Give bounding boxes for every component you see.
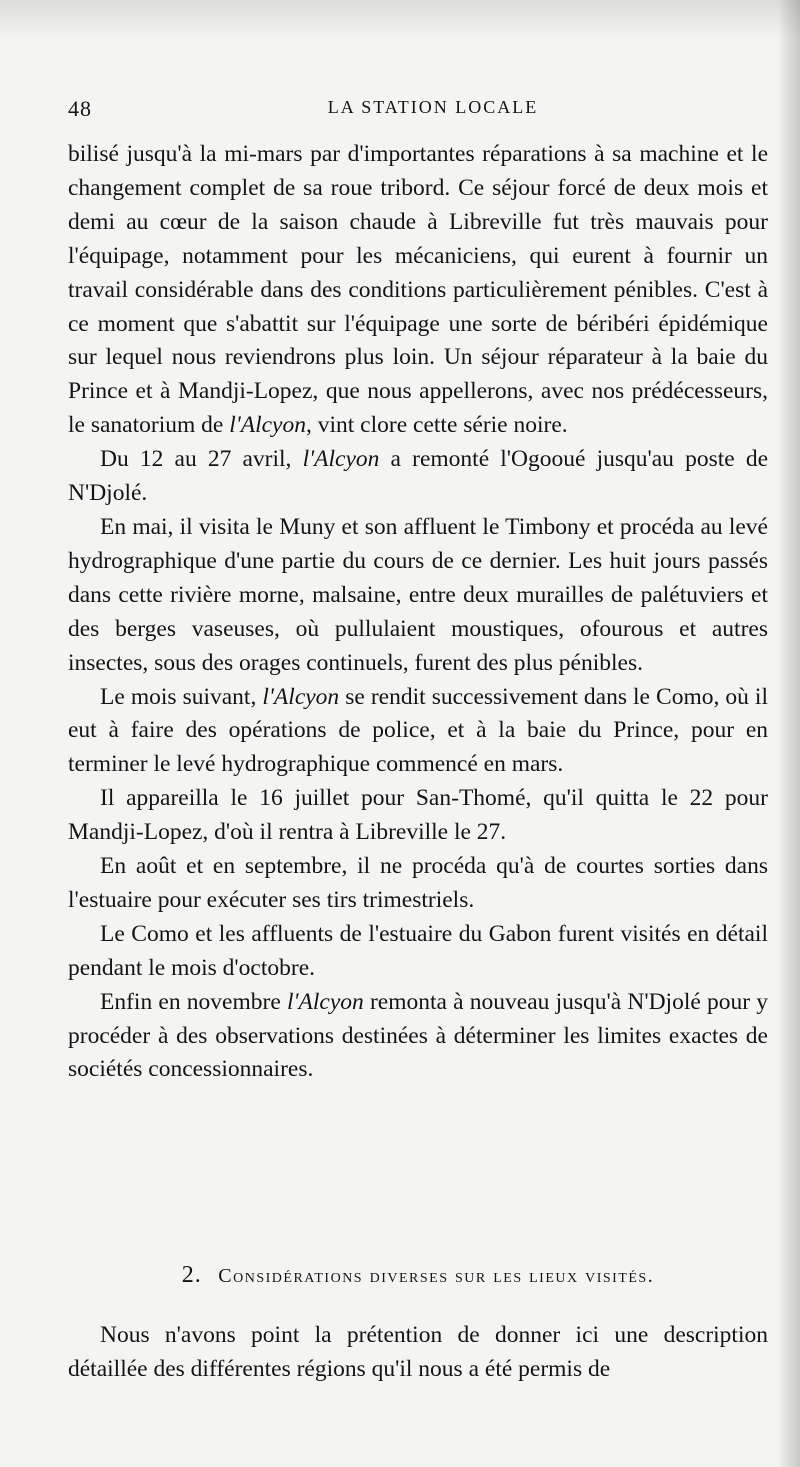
page-binding-shadow — [778, 0, 800, 1467]
running-title: LA STATION LOCALE — [327, 97, 539, 117]
text-run: En mai, il visita le Muny et son affluent le Timbony et procéda au levé hydrographique d'une partie du cours de ce dernier. Les huit jours passés dans cette rivière morne, malsaine, entre deux murailles de palétuviers et des berges vaseuses, où pullulaient moustiques, ofourous et autres insectes, sous des orages continuels, furent des plus pénibles. — [68, 513, 768, 676]
text-run: remonta à nouveau jusqu'à N'Djolé pour y procéder à des observations destinées à déterminer les limites exactes de sociétés concessionnaires. — [68, 988, 768, 1083]
ship-name-italic: l'Alcyon — [229, 412, 306, 439]
paragraph — [68, 443, 768, 511]
section-title: Considérations diverses sur les lieux visités. — [218, 1265, 655, 1287]
section-number: 2. — [181, 1262, 202, 1288]
paragraph — [68, 782, 768, 850]
ship-name-italic: l'Alcyon — [302, 446, 380, 473]
text-run: bilisé jusqu'à la mi-mars par d'importantes réparations à sa machine et le changement complet de sa roue tribord. Ce séjour forcé de deux mois et demi au cœur de la saison chaude à Libreville fut très mauvais pour l'équipage, notamment pour les mécaniciens, qui eurent à fournir un travail considérable dans des conditions particulièrement pénibles. C'est à ce moment que s'abattit sur l'équipage une sorte de béribéri épidémique sur lequel nous reviendrons plus loin. Un séjour réparateur à la baie du Prince et à Mandji-Lopez, que nous appellerons, avec nos prédécesseurs, le sanatorium de — [68, 141, 768, 439]
text-run: , vint clore cette série noire. — [306, 412, 568, 439]
paragraph — [68, 681, 768, 783]
paragraph — [68, 511, 768, 681]
paragraph — [68, 986, 768, 1088]
text-run: En août et en septembre, il ne procéda qu'à de courtes sorties dans l'estuaire pour exécuter ses tirs trimestriels. — [68, 853, 768, 913]
body-text — [68, 138, 768, 1087]
text-run: Enfin en novembre — [100, 988, 287, 1015]
section-heading — [68, 1262, 768, 1289]
paragraph — [68, 918, 768, 986]
closing-text — [68, 1318, 768, 1386]
text-run: Il appareilla le 16 juillet pour San-Thomé, qu'il quitta le 22 pour Mandji-Lopez, d'où il rentra à Libreville le 27. — [68, 785, 768, 846]
page-header — [68, 96, 768, 130]
page-number: 48 — [68, 96, 92, 121]
text-run: Le mois suivant, — [100, 683, 263, 710]
paragraph: Nous n'avons point la prétention de donner ici une description détaillée des différentes régions qu'il nous a été permis de — [68, 1322, 768, 1382]
text-run: a remonté l'Ogooué jusqu'au poste de N'Djolé. — [68, 446, 769, 507]
text-run: Le Como et les affluents de l'estuaire du Gabon furent visités en détail pendant le mois d'octobre. — [68, 920, 768, 981]
text-run: Du 12 au 27 avril, — [100, 446, 303, 473]
ship-name-italic: l'Alcyon — [262, 683, 340, 710]
text-run: se rendit successivement dans le Como, où il eut à faire des opérations de police, et à la baie du Prince, pour en terminer le levé hydrographique commencé en mars. — [68, 683, 768, 778]
ship-name-italic: l'Alcyon — [286, 988, 364, 1015]
paragraph — [68, 850, 768, 918]
paragraph — [68, 138, 768, 443]
page-top-shadow — [0, 0, 800, 40]
